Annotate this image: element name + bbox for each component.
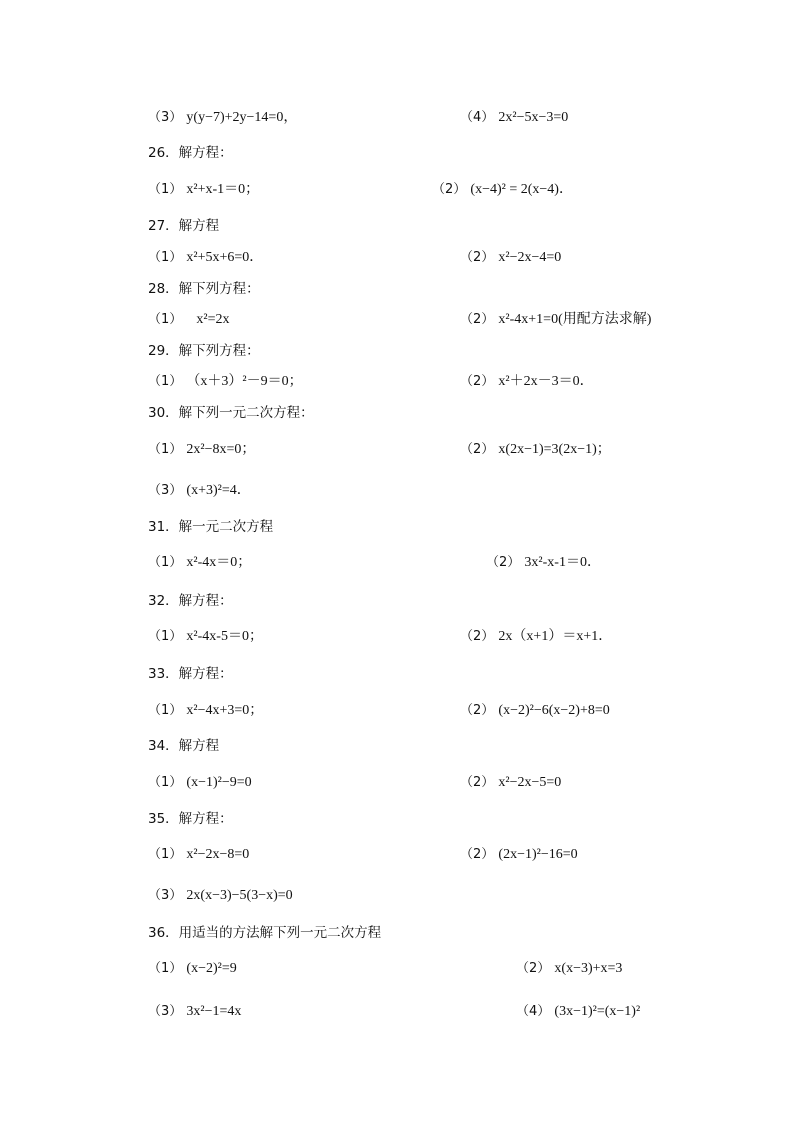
equation: (2x−1)²−16=0 [498, 847, 578, 862]
equation: x²−2x−5=0 [498, 775, 562, 790]
question-title: 27．解方程 [148, 218, 220, 234]
equation: (3x−1)²=(x−1)² [554, 1004, 641, 1019]
item-label: （1） [148, 629, 183, 644]
equation: 2x（x+1）＝x+1． [498, 629, 613, 644]
item-row [486, 554, 601, 572]
equation: (x−2)²=9 [186, 961, 237, 976]
question-title: 29．解下列方程： [148, 343, 260, 359]
item-label: （2） [460, 847, 495, 862]
item-label: （1） [148, 374, 183, 389]
equation: (x−4)² = 2(x−4)． [470, 182, 573, 197]
item-row [516, 1003, 640, 1021]
equation: x(2x−1)=3(2x−1)； [498, 442, 611, 457]
question-title: 28．解下列方程： [148, 281, 260, 297]
item-row [460, 702, 610, 720]
item-label: （1） [148, 312, 183, 327]
item-row [148, 109, 297, 127]
item-label: （1） [148, 182, 183, 197]
item-label: （4） [516, 1004, 551, 1019]
item-label: （2） [460, 703, 495, 718]
item-row [432, 181, 573, 199]
equation: x²−4x+3=0； [186, 703, 264, 718]
item-row [460, 774, 561, 792]
item-row [148, 249, 263, 267]
item-row [148, 846, 249, 864]
item-label: （1） [148, 250, 183, 265]
equation: x²+5x+6=0． [186, 250, 264, 265]
item-row [460, 846, 578, 864]
item-row [148, 373, 303, 391]
question-title: 32．解方程： [148, 593, 233, 609]
item-row [148, 1003, 241, 1021]
item-label: （2） [460, 312, 495, 327]
item-row [148, 482, 251, 500]
question-title: 31．解一元二次方程 [148, 519, 274, 535]
equation: 2x(x−3)−5(3−x)=0 [186, 888, 293, 903]
item-label: （1） [148, 703, 183, 718]
item-row [148, 774, 252, 792]
equation: x²+x-1＝0； [186, 182, 260, 197]
item-row [148, 554, 251, 572]
item-label: （1） [148, 555, 183, 570]
equation: (x−1)²−9=0 [186, 775, 252, 790]
item-label: （2） [460, 442, 495, 457]
item-label: （3） [148, 888, 183, 903]
equation: (x−2)²−6(x−2)+8=0 [498, 703, 610, 718]
equation: x²−2x−4=0 [498, 250, 562, 265]
item-label: （1） [148, 961, 183, 976]
item-label: （4） [460, 110, 495, 125]
equation: 2x²−8x=0； [186, 442, 256, 457]
question-title: 30．解下列一元二次方程： [148, 405, 314, 421]
item-label: （1） [148, 847, 183, 862]
item-label: （3） [148, 110, 183, 125]
item-row [516, 960, 622, 978]
item-row [460, 311, 651, 329]
item-label: （2） [460, 374, 495, 389]
item-row [460, 628, 612, 646]
item-row [148, 311, 230, 329]
item-row [148, 628, 263, 646]
item-row [148, 960, 237, 978]
equation: （x＋3）²－9＝0； [186, 374, 303, 389]
equation: x²−2x−8=0 [186, 847, 250, 862]
item-row [460, 109, 568, 127]
item-label: （2） [516, 961, 551, 976]
question-title: 34．解方程 [148, 738, 220, 754]
item-label: （2） [460, 629, 495, 644]
equation: (x+3)²=4． [186, 483, 251, 498]
item-label: （3） [148, 1004, 183, 1019]
question-title: 33．解方程： [148, 666, 233, 682]
equation: x(x−3)+x=3 [554, 961, 623, 976]
item-label: （1） [148, 775, 183, 790]
item-row [148, 887, 293, 905]
item-label: （2） [486, 555, 521, 570]
equation: x²＋2x－3＝0． [498, 374, 594, 389]
equation: 3x²-x-1＝0． [524, 555, 601, 570]
item-label: （2） [460, 250, 495, 265]
item-row [460, 249, 561, 267]
item-label: （3） [148, 483, 183, 498]
question-title: 26．解方程： [148, 145, 233, 161]
equation: x²-4x＝0； [186, 555, 252, 570]
equation: x²-4x-5＝0； [186, 629, 263, 644]
item-row [148, 441, 255, 459]
item-label: （1） [148, 442, 183, 457]
equation: 2x²−5x−3=0 [498, 110, 569, 125]
item-label: （2） [460, 775, 495, 790]
question-title: 35．解方程： [148, 811, 233, 827]
item-label: （2） [432, 182, 467, 197]
equation: y(y−7)+2y−14=0， [186, 110, 298, 125]
item-row [148, 702, 263, 720]
equation: x²-4x+1=0(用配方法求解) [498, 312, 652, 327]
item-row [148, 181, 259, 199]
question-title: 36．用适当的方法解下列一元二次方程 [148, 925, 382, 941]
equation: 3x²−1=4x [186, 1004, 242, 1019]
equation: x²=2x [196, 312, 230, 327]
item-row [460, 373, 594, 391]
item-row [460, 441, 611, 459]
